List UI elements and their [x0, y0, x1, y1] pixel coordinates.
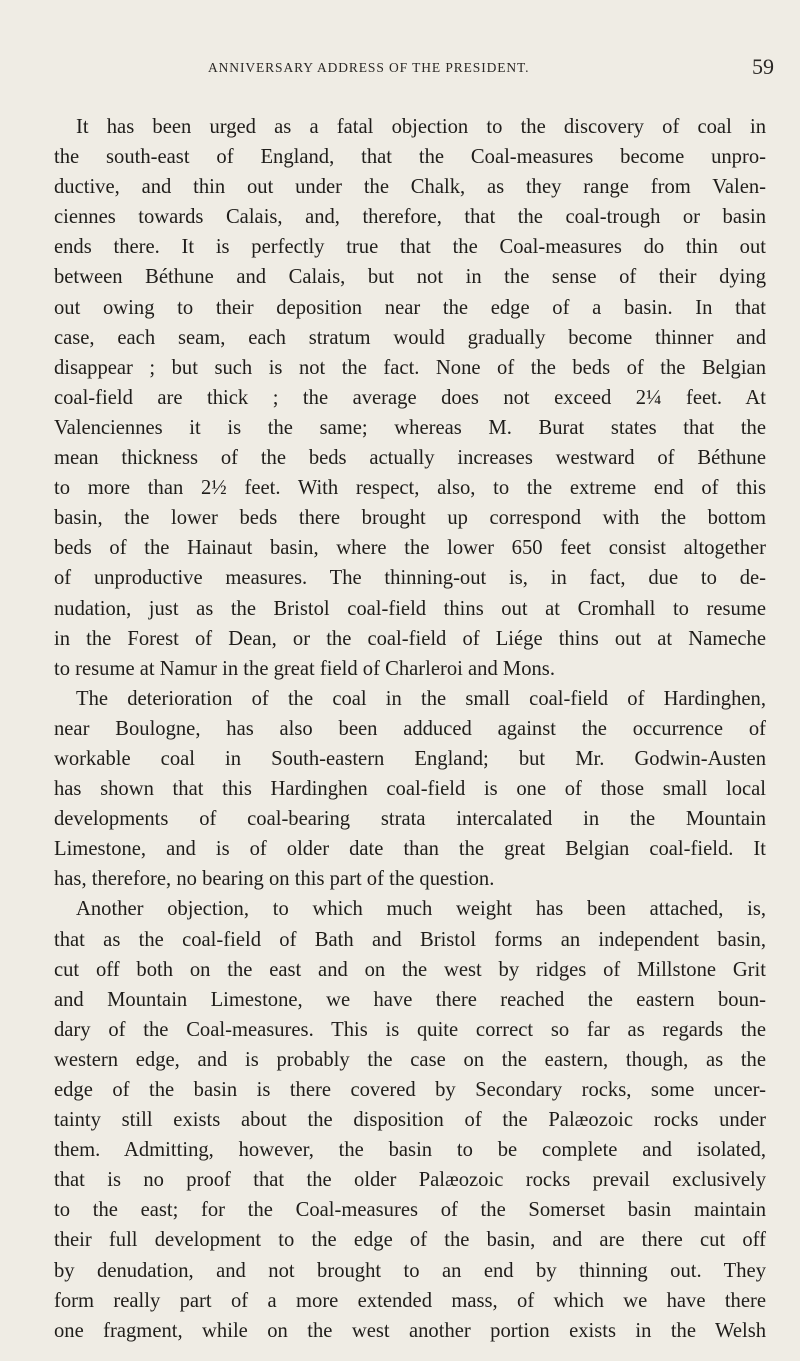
text-line: Valenciennes it is the same; whereas M. Burat states that the: [54, 416, 766, 439]
text-line: them. Admitting, however, the basin to be complete and isolated,: [54, 1139, 766, 1162]
text-line: form really part of a more extended mass, of which we have there: [54, 1289, 766, 1312]
running-title: ANNIVERSARY ADDRESS OF THE PRESIDENT.: [208, 60, 530, 75]
text-line: workable coal in South-eastern England; but Mr. Godwin-Austen: [54, 747, 766, 770]
text-line: mean thickness of the beds actually increases westward of Béthune: [54, 447, 766, 470]
text-line: by denudation, and not brought to an end by thinning out. They: [54, 1259, 766, 1282]
body-text: [54, 112, 766, 1346]
text-line: one fragment, while on the west another portion exists in the Welsh: [54, 1319, 766, 1342]
text-line: ciennes towards Calais, and, therefore, that the coal-trough or basin: [54, 206, 766, 229]
text-line: ends there. It is perfectly true that the Coal-measures do thin out: [54, 236, 766, 259]
text-line: edge of the basin is there covered by Secondary rocks, some uncer-: [54, 1079, 766, 1101]
text-line: nudation, just as the Bristol coal-field thins out at Cromhall to resume: [54, 597, 766, 620]
text-line: basin, the lower beds there brought up correspond with the bottom: [54, 507, 766, 530]
text-line: tainty still exists about the disposition of the Palæozoic rocks under: [54, 1109, 766, 1132]
text-line: the south-east of England, that the Coal-measures become unpro-: [54, 146, 766, 169]
text-line: between Béthune and Calais, but not in the sense of their dying: [54, 266, 766, 289]
text-line: that as the coal-field of Bath and Bristol forms an independent basin,: [54, 928, 766, 951]
text-line: dary of the Coal-measures. This is quite correct so far as regards the: [54, 1018, 766, 1041]
page-number: 59: [752, 54, 774, 79]
text-line: to more than 2½ feet. With respect, also, to the extreme end of this: [54, 477, 766, 500]
text-line: disappear ; but such is not the fact. None of the beds of the Belgian: [54, 356, 766, 379]
text-line: that is no proof that the older Palæozoic rocks prevail exclusively: [54, 1169, 766, 1192]
text-line: The deterioration of the coal in the small coal-field of Hardinghen,: [76, 687, 766, 710]
text-line: near Boulogne, has also been adduced against the occurrence of: [54, 717, 766, 740]
text-line: out owing to their deposition near the edge of a basin. In that: [54, 296, 766, 319]
text-line: It has been urged as a fatal objection to the discovery of coal in: [76, 116, 766, 138]
text-line: in the Forest of Dean, or the coal-field of Liége thins out at Nameche: [54, 627, 766, 650]
text-line: ductive, and thin out under the Chalk, as they range from Valen-: [54, 176, 766, 199]
text-line: and Mountain Limestone, we have there reached the eastern boun-: [54, 988, 766, 1011]
text-line: Another objection, to which much weight has been attached, is,: [76, 898, 766, 921]
text-line: cut off both on the east and on the west by ridges of Millstone Grit: [54, 958, 766, 981]
text-line: their full development to the edge of the basin, and are there cut off: [54, 1229, 766, 1252]
text-line: of unproductive measures. The thinning-out is, in fact, due to de-: [54, 567, 766, 590]
text-line: developments of coal-bearing strata intercalated in the Mountain: [54, 808, 766, 831]
text-line: beds of the Hainaut basin, where the lower 650 feet consist altogether: [54, 537, 766, 560]
text-line: has shown that this Hardinghen coal-field is one of those small local: [54, 778, 766, 801]
text-line: to the east; for the Coal-measures of the Somerset basin maintain: [54, 1199, 766, 1222]
text-line: has, therefore, no bearing on this part of the question.: [54, 868, 495, 891]
text-line: western edge, and is probably the case on the eastern, though, as the: [54, 1048, 766, 1071]
text-line: coal-field are thick ; the average does not exceed 2¼ feet. At: [54, 386, 766, 409]
text-line: Limestone, and is of older date than the great Belgian coal-field. It: [54, 838, 766, 861]
text-line: to resume at Namur in the great field of Charleroi and Mons.: [54, 657, 555, 680]
text-line: case, each seam, each stratum would gradually become thinner and: [54, 326, 766, 349]
